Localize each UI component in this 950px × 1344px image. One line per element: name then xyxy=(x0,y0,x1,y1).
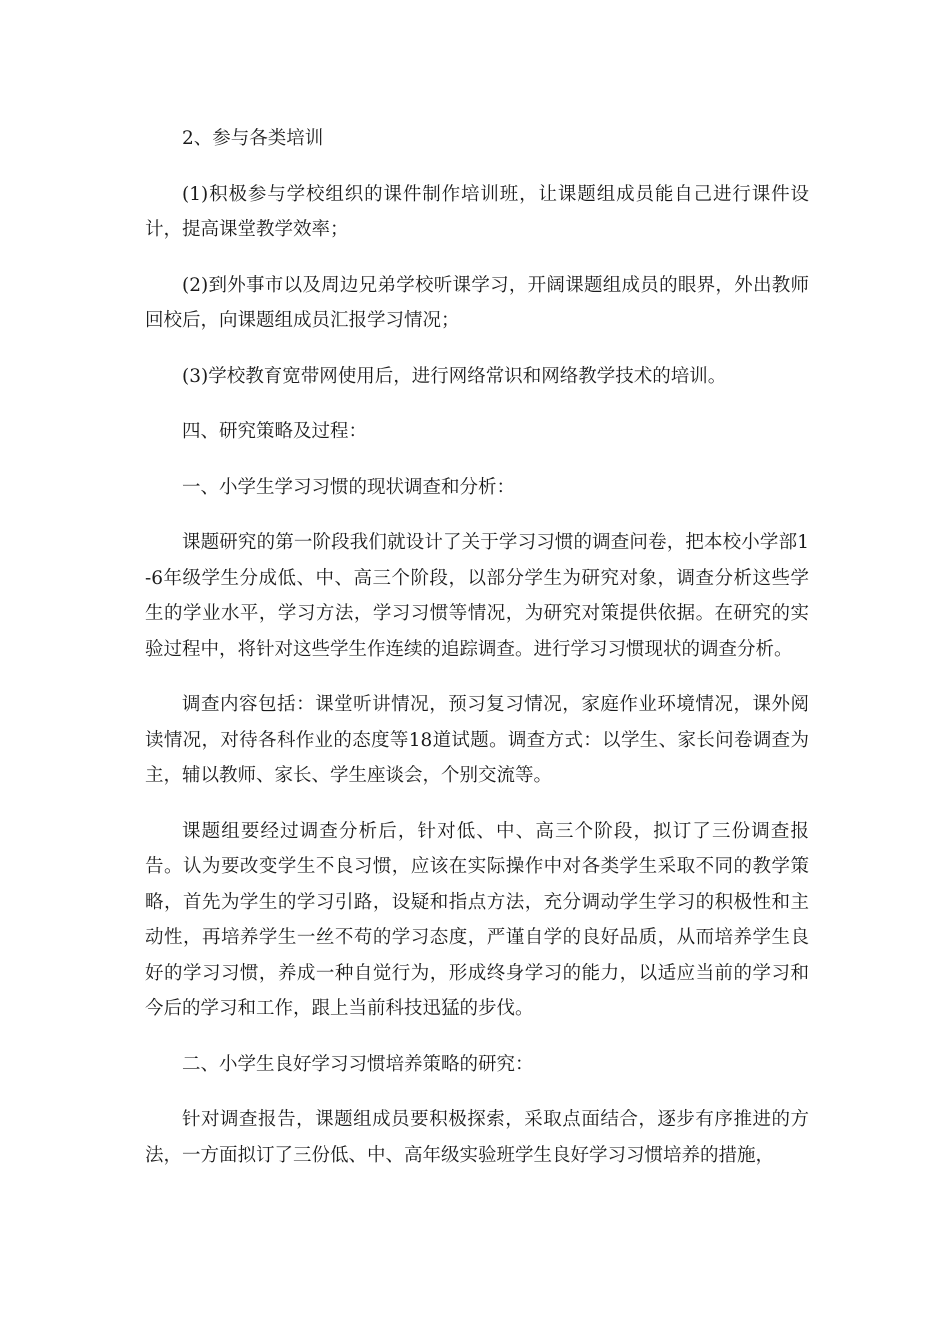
subsection-heading-survey: 一、小学生学习习惯的现状调查和分析： xyxy=(182,476,516,498)
paragraph-training-item-3: (3)学校教育宽带网使用后，进行网络常识和网络教学技术的培训。 xyxy=(182,365,727,387)
paragraph-training-heading: 2、参与各类培训 xyxy=(182,128,324,149)
subsection-heading-cultivation: 二、小学生良好学习习惯培养策略的研究： xyxy=(182,1053,534,1075)
paragraph-training-item-1: (1)积极参与学校组织的课件制作培训班，让课题组成员能自己进行课件设计，提高课堂教学效率； xyxy=(145,183,809,240)
paragraph-survey-design: 课题研究的第一阶段我们就设计了关于学习习惯的调查问卷，把本校小学部1-6年级学生分成低、中、高三个阶段，以部分学生为研究对象，调查分析这些学生的学业水平，学习方法，学习习惯等情况，为研究对策提供依据。在研究的实验过程中，将针对这些学生作连续的追踪调查。进行学习习惯现状的调查分析。 xyxy=(145,532,809,660)
document-body xyxy=(145,121,809,1193)
paragraph-survey-analysis: 课题组要经过调查分析后，针对低、中、高三个阶段，拟订了三份调查报告。认为要改变学生不良习惯，应该在实际操作中对各类学生采取不同的教学策略，首先为学生的学习引路，设疑和指点方法，充分调动学生学习的积极性和主动性，再培养学生一丝不苟的学习态度，严谨自学的良好品质，从而培养学生良好的学习习惯，养成一种自觉行为，形成终身学习的能力，以适应当前的学习和今后的学习和工作，跟上当前科技迅猛的步伐。 xyxy=(145,820,809,1019)
section-heading-strategy: 四、研究策略及过程： xyxy=(182,421,368,442)
paragraph-training-item-2: (2)到外事市以及周边兄弟学校听课学习，开阔课题组成员的眼界，外出教师回校后，向课题组成员汇报学习情况； xyxy=(145,274,809,331)
paragraph-survey-content: 调查内容包括：课堂听讲情况，预习复习情况，家庭作业环境情况，课外阅读情况，对待各科作业的态度等18道试题。调查方式：以学生、家长问卷调查为主，辅以教师、家长、学生座谈会，个别交流等。 xyxy=(145,694,809,786)
paragraph-cultivation-method: 针对调查报告，课题组成员要积极探索，采取点面结合，逐步有序推进的方法，一方面拟订了三份低、中、高年级实验班学生良好学习习惯培养的措施， xyxy=(145,1109,809,1166)
